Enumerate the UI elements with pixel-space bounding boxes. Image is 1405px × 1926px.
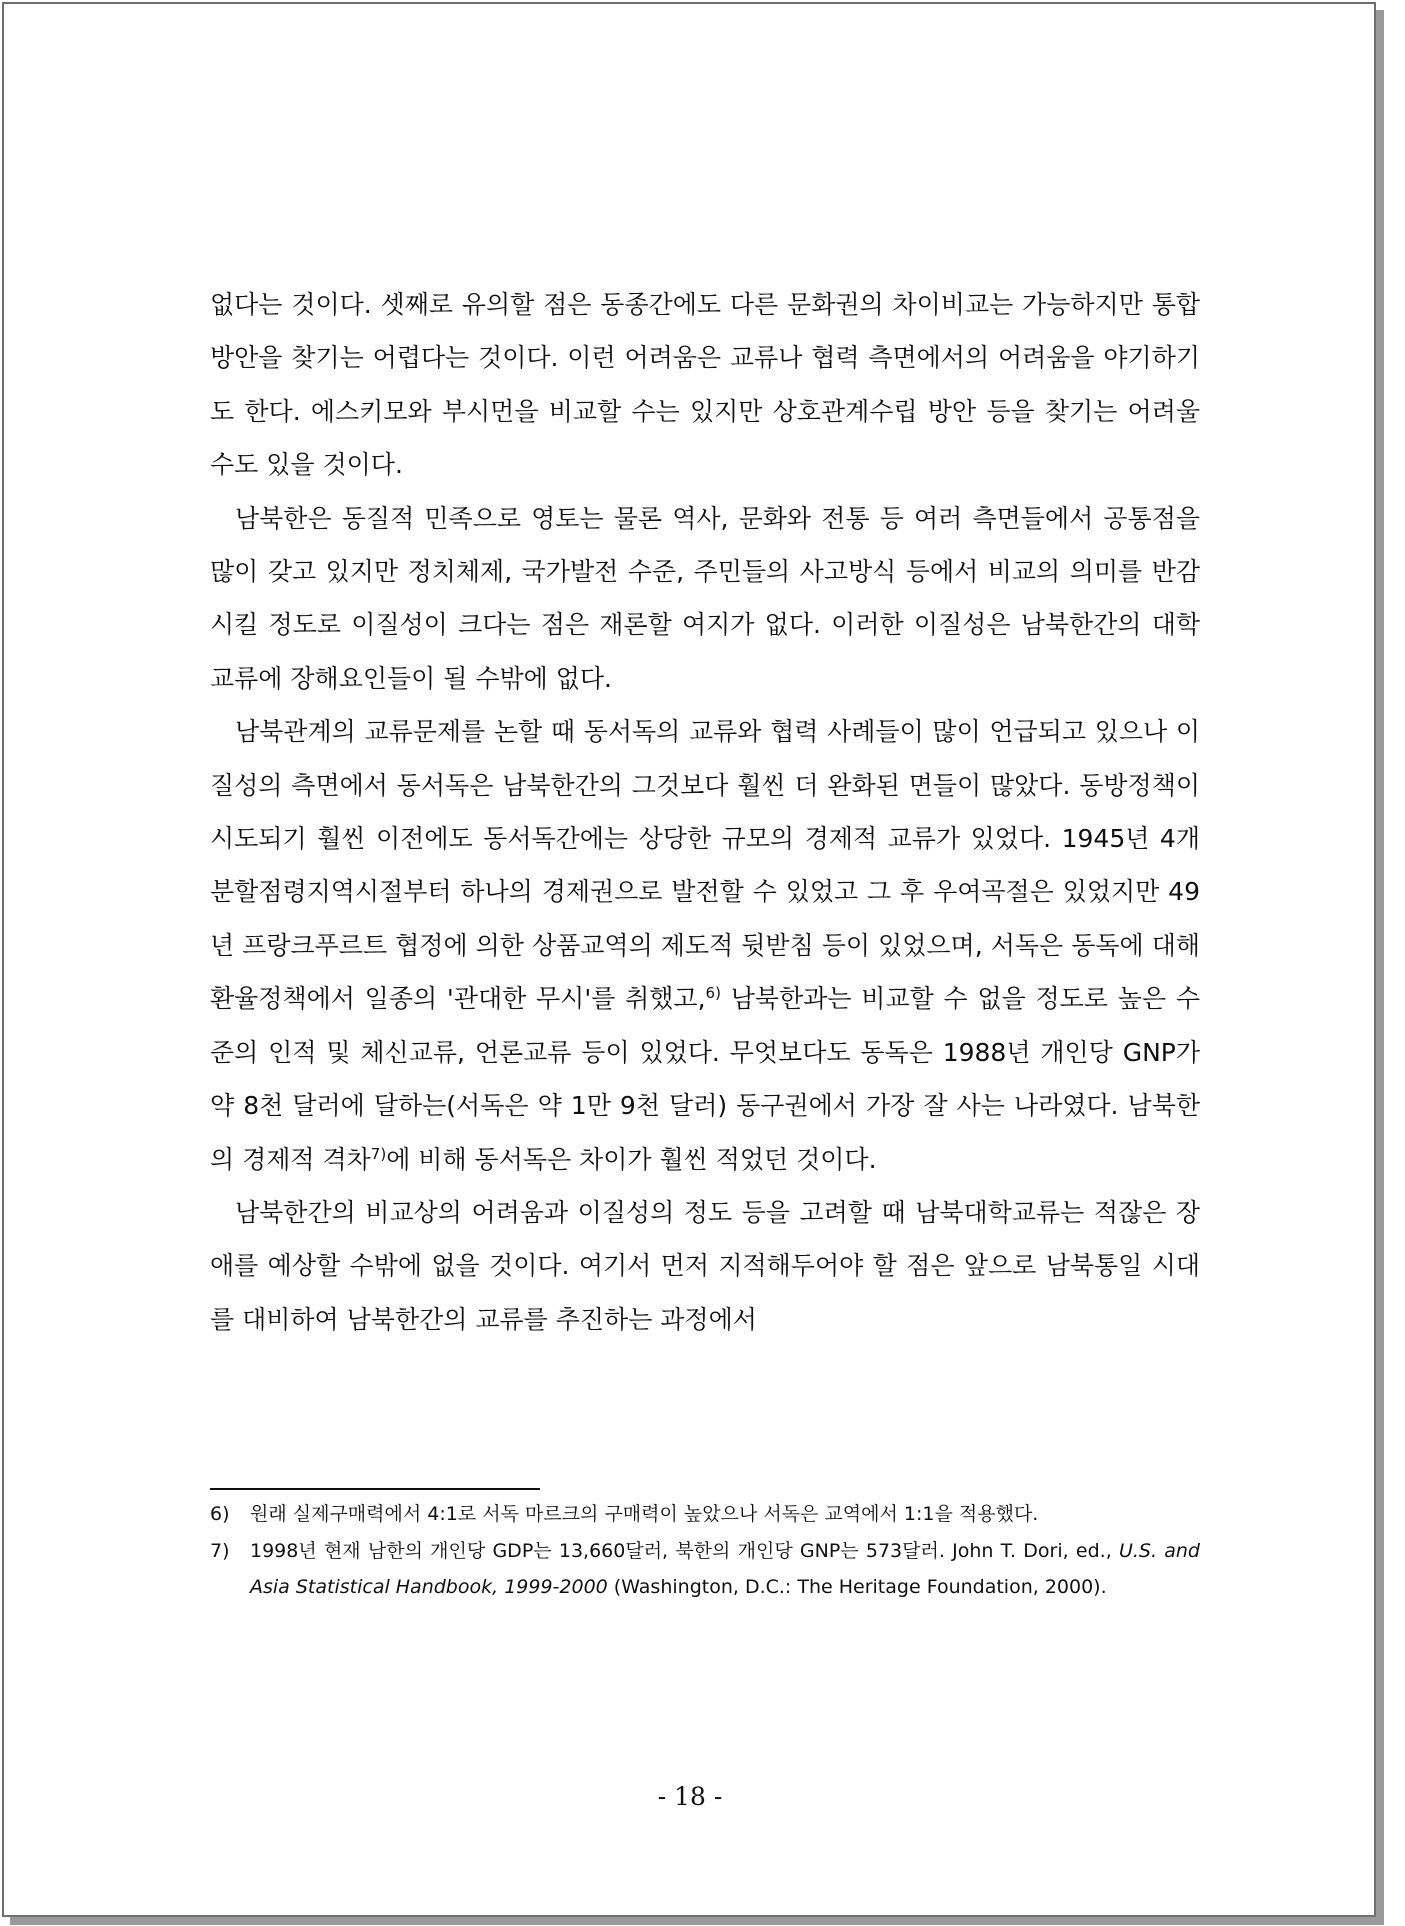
footnote-text (250, 1533, 1200, 1606)
footnote-6 (210, 1496, 1200, 1533)
page-shadow-bottom (10, 1917, 1384, 1925)
paragraph-2: 남북한은 동질적 민족으로 영토는 물론 역사, 문화와 전통 등 여러 측면들에서 공통점을 많이 갖고 있지만 정치체제, 국가발전 수준, 주민들의 사고방식 등에서 비교의 의미를 반감시킬 정도로 이질성이 크다는 점은 재론할 여지가 없다. 이러한 이질성은 남북한간의 대학 교류에 장해요인들이 될 수밖에 없다. (210, 503, 1200, 693)
footnote-ref-7[interactable]: 7) (370, 1144, 387, 1163)
footnote-number: 7) (210, 1539, 230, 1562)
paragraph-3-part-b: 남북한과는 비교할 수 없을 정도로 높은 수준의 인적 및 체신교류, 언론교류 등이 있었다. 무엇보다도 동독은 1988년 개인당 GNP가 약 8천 달러에 달하는(서독은 약 1만 9천 달러) 동구권에서 가장 잘 사는 나라였다. 남북한의 경제적 격차 (210, 984, 1200, 1174)
footnote-ref-6[interactable]: 6) (705, 984, 721, 1003)
page-number: - 18 - (657, 1782, 723, 1811)
footnote-text: 원래 실제구매력에서 4:1로 서독 마르크의 구매력이 높았으나 서독은 교역에서 1:1을 적용했다. (250, 1503, 1039, 1525)
paragraph-1: 없다는 것이다. 셋째로 유의할 점은 동종간에도 다른 문화권의 차이비교는 가능하지만 통합방안을 찾기는 어렵다는 것이다. 이런 어려움은 교류나 협력 측면에서의 어려움을 야기하기도 한다. 에스키모와 부시먼을 비교할 수는 있지만 상호관계수립 방안 등을 찾기는 어려울 수도 있을 것이다. (210, 290, 1200, 480)
paragraph-3 (210, 705, 1200, 1186)
footnote-text-part-a: 1998년 현재 남한의 개인당 GDP는 13,660달러, 북한의 개인당 GNP는 573달러. John T. Dori, ed., (250, 1539, 1119, 1562)
paragraph-3-part-c: 에 비해 동서독은 차이가 훨씬 적었던 것이다. (386, 1144, 877, 1174)
body-text (210, 278, 1200, 1346)
footnote-text-part-b: (Washington, D.C.: The Heritage Foundation, 2000). (607, 1576, 1107, 1598)
footnote-divider (210, 1488, 540, 1490)
footnote-number: 6) (210, 1503, 230, 1525)
paragraph-4: 남북한간의 비교상의 어려움과 이질성의 정도 등을 고려할 때 남북대학교류는 적잖은 장애를 예상할 수밖에 없을 것이다. 여기서 먼저 지적해두어야 할 점은 앞으로 남북통일 시대를 대비하여 남북한간의 교류를 추진하는 과정에서 (210, 1197, 1200, 1334)
footnote-7 (210, 1533, 1200, 1606)
page-shadow-right (1376, 10, 1384, 1921)
paragraph-3-part-a: 남북관계의 교류문제를 논할 때 동서독의 교류와 협력 사례들이 많이 언급되고 있으나 이질성의 측면에서 동서독은 남북한간의 그것보다 훨씬 더 완화된 면들이 많았다. 동방정책이 시도되기 훨씬 이전에도 동서독간에는 상당한 규모의 경제적 교류가 있었다. 1945년 4개 분할점령지역시절부터 하나의 경제권으로 발전할 수 있었고 그 후 우여곡절은 있었지만 49년 프랑크푸르트 협정에 의한 상품교역의 제도적 뒷받침 등이 있었으며, 서독은 동독에 대해 환율정책에서 일종의 '관대한 무시'를 취했고, (210, 717, 1200, 1014)
footnotes (210, 1496, 1200, 1606)
footnote-book-title: U.S. and Asia Statistical Handbook, 1999-2000 (250, 1539, 1200, 1598)
